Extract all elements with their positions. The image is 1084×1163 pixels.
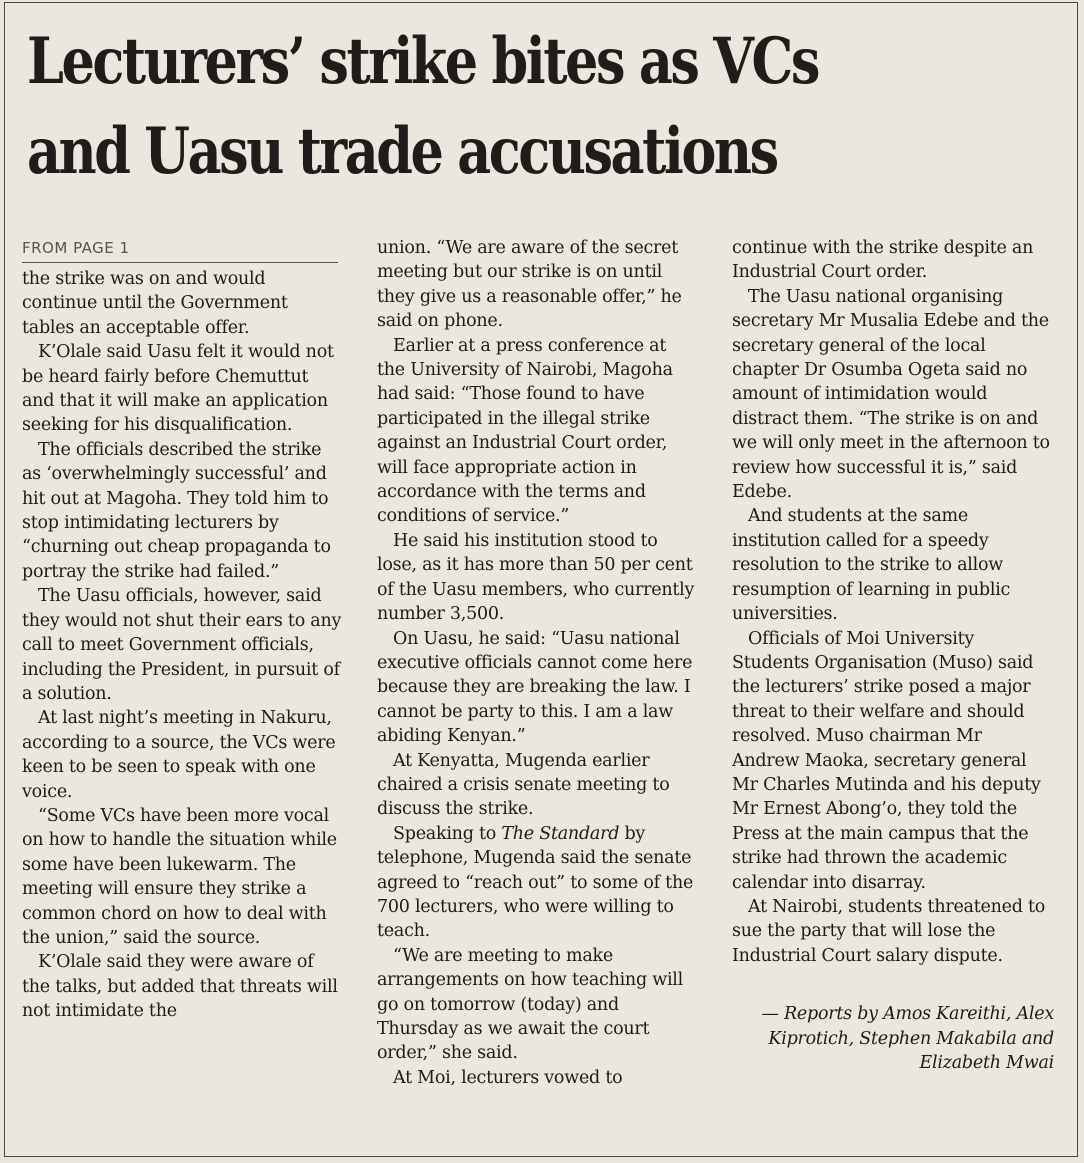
paragraph: Officials of Moi University Students Organisation (Muso) said the lecturers’ strike posed a major threat to their welfare and should resolved. Muso chairman Mr Andrew Maoka, secretary general Mr Charles Mutinda and his deputy Mr Ernest Abong’o, they told the Press at the main campus that the strike had thrown the academic calendar into disarray. [732,628,1041,893]
paragraph: At Kenyatta, Mugenda earlier chaired a crisis senate meeting to discuss the strike. [377,750,670,820]
paragraph: He said his institution stood to lose, as it has more than 50 per cent of the Uasu members, who currently number 3,500. [377,530,695,625]
headline [27,17,880,197]
headline-line-2: and Uasu trade accusations [27,114,777,189]
paragraph: On Uasu, he said: “Uasu national executive officials cannot come here because they are breaking the law. I cannot be party to this. I am a law abiding Kenyan.” [377,628,693,747]
paragraph: And students at the same institution called for a speedy resolution to the strike to allow resumption of learning in public universities. [732,506,1011,625]
paragraph-text: Speaking to [393,823,502,844]
paragraph [377,822,699,944]
paragraph: “We are meeting to make arrangements on how teaching will go on tomorrow (today) and Thursday as we await the court order,” she said. [377,945,683,1064]
paragraph: union. “We are aware of the secret meeting but our strike is on until they give us a reasonable offer,” he said on phone. [377,238,682,332]
article-column-1 [22,236,344,1146]
paragraph: “Some VCs have been more vocal on how to handle the situation while some have been lukewarm. The meeting will ensure they strike a common chord on how to deal with the union,” said the source. [22,805,337,948]
paragraph-text: by telephone, Mugenda said the senate agreed to “reach out” to some of the 700 lecturers, who were willing to teach. [377,823,694,942]
paragraph: continue with the strike despite an Industrial Court order. [732,238,1034,283]
headline-line-1: Lecturers’ strike bites as VCs [27,24,818,99]
paragraph: At Nairobi, students threatened to sue the party that will lose the Industrial Court salary dispute. [732,896,1046,966]
article-column-2 [377,236,699,1146]
paragraph: Earlier at a press conference at the University of Nairobi, Magoha had said: “Those found to have participated in the illegal strike against an Industrial Court order, will face appropriate action in accordance with the terms and conditions of service.” [377,335,673,527]
paragraph: At Moi, lecturers vowed to [393,1067,623,1088]
paragraph: the strike was on and would continue until the Government tables an acceptable offer. [22,269,288,338]
continuation-kicker: FROM PAGE 1 [22,236,338,263]
paragraph: K’Olale said Uasu felt it would not be heard fairly before Chemuttut and that it will make an application seeking for his disqualification. [22,342,334,436]
paragraph: The officials described the strike as ‘overwhelmingly successful’ and hit out at Magoha. They told him to stop intimidating lecturers by “churning out cheap propaganda to portray the strike had failed.” [22,439,331,582]
paragraph: K’Olale said they were aware of the talks, but added that threats will not intimidate the [22,952,338,1022]
paragraph: The Uasu officials, however, said they would not shut their ears to any call to meet Government officials, including the President, in pursuit of a solution. [22,586,342,704]
publication-name: The Standard [501,823,620,844]
byline: — Reports by Amos Kareithi, Alex Kiprotich, Stephen Makabila and Elizabeth Mwai [761,1004,1054,1073]
paragraph: The Uasu national organising secretary Mr Musalia Edebe and the secretary general of the local chapter Dr Osumba Ogeta said no amount of intimidation would distract them. “The strike is on and we will only meet in the afternoon to review how successful it is,” said Edebe. [732,286,1050,503]
paragraph: At last night’s meeting in Nakuru, according to a source, the VCs were keen to be seen to speak with one voice. [22,708,336,802]
article-column-3 [732,236,1054,1146]
